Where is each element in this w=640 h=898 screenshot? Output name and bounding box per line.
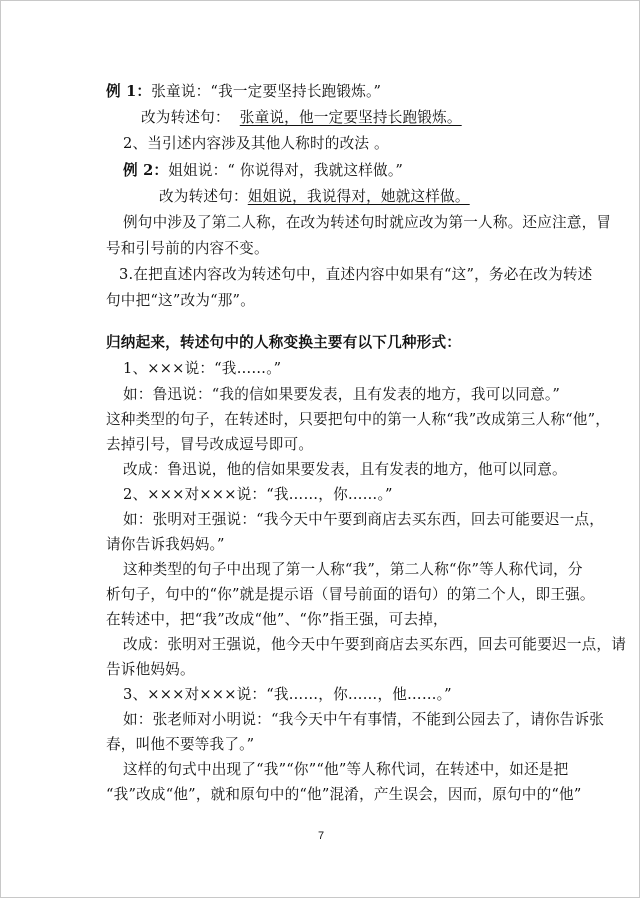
rule-3-line: 3.在把直述内容改为转述句中，直述内容中如果有“这”，务必在改为转述 xyxy=(119,266,593,283)
paragraph-line: 号和引号前的内容不变。 xyxy=(106,240,269,257)
form-2-heading: 2、×××对×××说：“我……，你……。” xyxy=(123,486,393,503)
example-2-label: 例 2： xyxy=(123,162,169,179)
rule-3-line: 句中把“这”改为“那”。 xyxy=(106,292,255,309)
summary-heading: 归纳起来，转述句中的人称变换主要有以下几种形式： xyxy=(106,334,462,351)
form-3-heading: 3、×××对×××说：“我……，你……，他……。” xyxy=(123,686,452,703)
conversion-prefix: 改为转述句： xyxy=(141,109,230,126)
rule-2-heading: 2、当引述内容涉及其他人称时的改法 。 xyxy=(123,135,389,152)
paragraph-line: 去掉引号，冒号改成逗号即可。 xyxy=(106,436,314,453)
paragraph-line: “我”改成“他”，就和原句中的“他”混淆，产生误会，因而，原句中的“他” xyxy=(106,786,582,803)
example-2-line xyxy=(123,161,403,181)
form-3-example: 如：张老师对小明说：“我今天中午有事情，不能到公园去了，请你告诉张 xyxy=(123,711,605,728)
paragraph-line: 这种类型的句子中出现了第一人称“我”，第二人称“你”等人称代词，分 xyxy=(123,561,583,578)
example-1-text: 张童说：“我一定要坚持长跑锻炼。” xyxy=(151,83,382,100)
paragraph-line: 这种类型的句子，在转述时，只要把句中的第一人称“我”改成第三人称“他”， xyxy=(106,411,611,428)
page-number: 7 xyxy=(317,830,325,842)
example-2-conversion-line xyxy=(159,187,470,207)
form-2-example: 请你告诉我妈妈。” xyxy=(106,536,225,553)
form-1-example: 如：鲁迅说：“我的信如果要发表，且有发表的地方，我可以同意。” xyxy=(123,386,561,403)
example-1-conversion-line xyxy=(141,108,462,128)
form-1-answer: 改成：鲁迅说，他的信如果要发表，且有发表的地方，他可以同意。 xyxy=(123,461,567,478)
form-2-answer: 改成：张明对王强说，他今天中午要到商店去买东西，回去可能要迟一点，请 xyxy=(123,636,626,653)
example-1-label: 例 1： xyxy=(106,83,152,100)
form-3-example: 春，叫他不要等我了。” xyxy=(106,736,255,753)
form-1-heading: 1、×××说：“我……。” xyxy=(123,360,282,377)
paragraph-line: 例句中涉及了第二人称，在改为转述句时就应改为第一人称。还应注意，冒 xyxy=(123,214,612,231)
example-1-line xyxy=(106,82,381,102)
paragraph-line: 这样的句式中出现了“我”“你”“他”等人称代词，在转述中，如还是把 xyxy=(123,761,569,778)
form-2-example: 如：张明对王强说：“我今天中午要到商店去买东西，回去可能要迟一点， xyxy=(123,511,605,528)
example-2-text: 姐姐说：“ 你说得对，我就这样做。” xyxy=(168,162,404,179)
paragraph-line: 析句子，句中的“你”就是提示语（冒号前面的语句）的第二个人，即王强。 xyxy=(106,586,595,603)
paragraph-line: 在转述中，把“我”改成“他”、“你”指王强，可去掉， xyxy=(106,611,448,628)
conversion-answer: 张童说，他一定要坚持长跑锻炼。 xyxy=(239,109,462,126)
conversion-prefix: 改为转述句： xyxy=(159,188,248,205)
conversion-answer: 姐姐说，我说得对，她就这样做。 xyxy=(247,188,470,205)
form-2-answer: 告诉他妈妈。 xyxy=(106,661,195,678)
